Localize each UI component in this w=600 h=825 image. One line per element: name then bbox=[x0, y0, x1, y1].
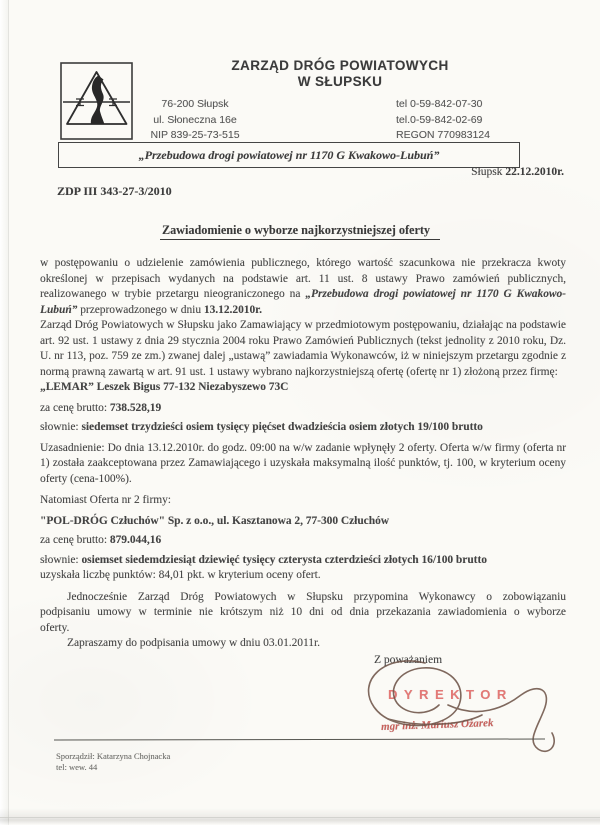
scan-bottom-line bbox=[0, 817, 600, 818]
dateline bbox=[471, 166, 564, 178]
dateline-city: Słupsk bbox=[471, 166, 506, 178]
organization-name bbox=[190, 58, 490, 90]
address-block bbox=[110, 97, 280, 144]
letter-body bbox=[40, 256, 566, 652]
contact-block bbox=[396, 97, 546, 144]
address-line: 76-200 Słupsk bbox=[161, 98, 229, 110]
handwritten-signature bbox=[330, 645, 580, 770]
offer2-company: "POL-DRÓG Człuchów" Sp. z o.o., ul. Kasztanowa 2, 77-300 Człuchów bbox=[40, 514, 389, 527]
address-line: NIP 839-25-73-515 bbox=[150, 129, 240, 141]
project-subject: „Przebudowa drogi powiatowej nr 1170 G Kwakowo-Lubuń” bbox=[138, 147, 440, 162]
project-subject-box bbox=[58, 142, 520, 168]
scan-left-edge bbox=[0, 0, 9, 825]
address-line: ul. Słoneczna 16e bbox=[153, 113, 237, 126]
project-name-inline: „Przebudowa drogi powiatowej nr 1170 G Kwakowo-Lubuń” bbox=[40, 288, 566, 316]
winner-price-value: 738.528,19 bbox=[109, 401, 162, 414]
org-name-line1: ZARZĄD DRÓG POWIATOWYCH bbox=[231, 58, 449, 73]
reference-number: ZDP III 343-27-3/2010 bbox=[57, 184, 172, 198]
offer2-price-words: słownie: osiemset siedemdziesiąt dziewięć tysięcy czterysta czterdzieści złotych 16/100 brutto bbox=[40, 553, 487, 566]
winner-company: „LEMAR” Leszek Bigus 77-132 Niezabyszewo 73C bbox=[40, 381, 289, 393]
director-stamp: DYREKTOR bbox=[388, 687, 513, 702]
footer-note bbox=[56, 751, 170, 773]
org-name-line2: W SŁUPSKU bbox=[297, 74, 383, 89]
director-name-stamp: mgr inż. Mariusz Ożarek bbox=[380, 717, 494, 733]
paragraph-legal-basis: Zarząd Dróg Powiatowych w Słupsku jako Zamawiający w przedmiotowym postępowaniu, działając na podstawie art. 92 ust. 1 ustawy z dnia 29 stycznia 2004 roku Prawo Zamówień Publicznych (tekst jednolity z 2010 roku, Dz. U. nr 113, poz. 759 ze zm.) zwanej dalej „ustawą” zawiadamia Wykonawców, iż w niniejszym przetargu zgodnie z normą prawną zawartą w art. 91 ust. 1 ustawy wybrano najkorzystniejszą ofertę (ofertę nr 1) złożoną przez firmę: bbox=[40, 319, 566, 378]
contact-line: tel.0-59-842-02-69 bbox=[396, 113, 483, 126]
winner-price-words: słownie: siedemset trzydzieści osiem tysięcy pięćset dwadzieścia osiem złotych 19/100 brutto bbox=[40, 421, 483, 433]
offer2-price-value: 879.044,16 bbox=[109, 534, 162, 546]
winner-price: za cenę brutto: 738.528,19 bbox=[40, 401, 162, 414]
contact-line: tel 0-59-842-07-30 bbox=[396, 98, 483, 110]
closing-phrase: Z poważaniem bbox=[374, 654, 443, 666]
paragraph-invitation: Zapraszamy do podpisania umowy w dniu 03.01.2011r. bbox=[67, 637, 320, 649]
footer-rule bbox=[54, 738, 545, 740]
paragraph-reminder: Jednocześnie Zarząd Dróg Powiatowych w Słupsku przypomina Wykonawcy o zobowiązaniu podpisaniu umowy w terminie nie krótszym niż 10 dni od dnia przekazania zawiadomienia o wyborze oferty. bbox=[40, 590, 566, 634]
dateline-date: 22.12.2010r. bbox=[505, 166, 564, 178]
offer2-price: za cenę brutto: 879.044,16 bbox=[40, 534, 162, 546]
contact-line: REGON 770983124 bbox=[396, 129, 490, 141]
paragraph-justification: Uzasadnienie: Do dnia 13.12.2010r. do godz. 09:00 na w/w zadanie wpłynęły 2 oferty. Oferta w/w firmy (oferta nr 1) została zaakceptowana przez Zamawiającego i uzyskała maksymalną ilość punktów, tj. 100, w kryterium oceny oferty (cena-100%). bbox=[40, 441, 566, 485]
prepared-by: Sporządził: Katarzyna Chojnacka bbox=[56, 751, 171, 761]
offer2-intro: Natomiast Oferta nr 2 firmy: bbox=[40, 494, 171, 506]
offer2-points: uzyskała liczbę punktów: 84,01 pkt. w kryterium oceny ofert. bbox=[40, 569, 321, 581]
tender-date: 13.12.2010r. bbox=[203, 303, 263, 316]
paragraph-intro: w postępowaniu o udzielenie zamówienia publicznego, którego wartość szacunkowa nie przekracza kwoty określonej w przepisach wydanych na podstawie art. 11 ust. 8 ustawy Prawo zamówień publicznych, realizowanego w trybie przetargu nieograniczonego na „Przebudowa drogi powiatowej nr 1170 G Kwakowo-Lubuń” przeprowadzonego w dniu 13.12.2010r. bbox=[40, 257, 566, 316]
document-title: Zawiadomienie o wyborze najkorzystniejszej oferty bbox=[0, 223, 600, 238]
footer-phone: tel: wew. 44 bbox=[56, 762, 98, 772]
